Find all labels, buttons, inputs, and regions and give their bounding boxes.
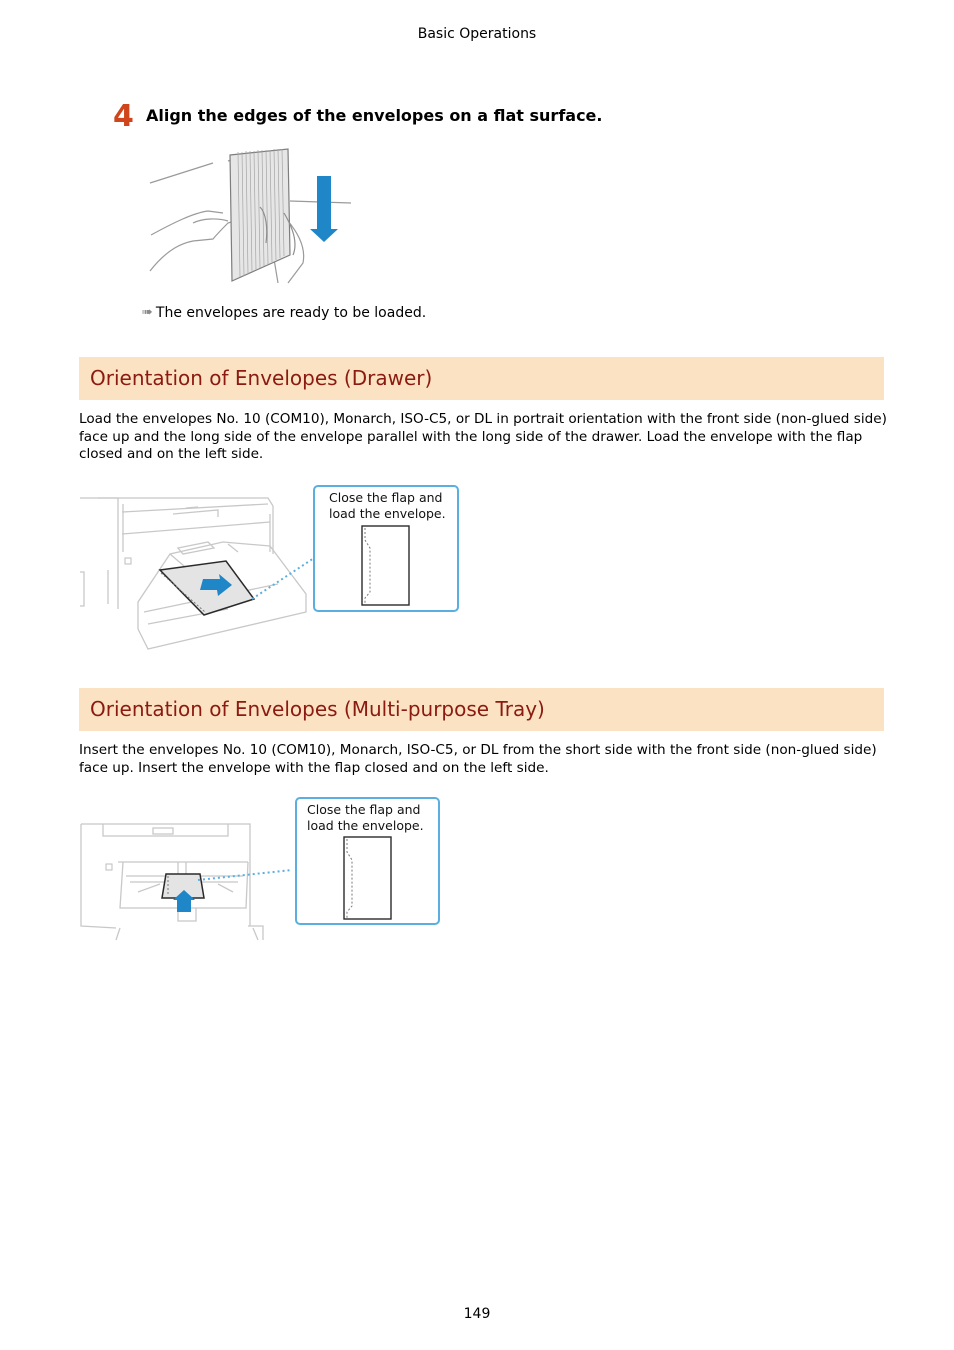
running-header: Basic Operations: [417, 26, 537, 42]
tray-section-body: Insert the envelopes No. 10 (COM10), Monarch, ISO-C5, or DL from the short side with the front side (non-glued side) face up. Insert the envelope with the flap closed and on the left side.: [79, 742, 877, 776]
result-arrow-icon: ➠: [142, 305, 153, 320]
result-text: The envelopes are ready to be loaded.: [155, 305, 427, 321]
tray-section-band: [79, 688, 884, 731]
drawer-section-band: [79, 357, 884, 400]
drawer-section-title: Orientation of Envelopes (Drawer): [90, 366, 433, 390]
align-envelopes-illustration: [148, 143, 358, 288]
tray-envelope-illustration: [78, 796, 442, 942]
step-instruction: Align the edges of the envelopes on a flat surface.: [146, 106, 603, 125]
step-result: [142, 304, 426, 322]
tray-callout-line2: load the envelope.: [307, 818, 424, 833]
tray-section-title: Orientation of Envelopes (Multi-purpose Tray): [90, 697, 545, 721]
drawer-envelope-illustration: [78, 484, 460, 656]
drawer-callout-line2: load the envelope.: [329, 506, 446, 521]
drawer-callout-line1: Close the flap and: [329, 490, 443, 505]
tray-callout-line1: Close the flap and: [307, 802, 421, 817]
page-number: 149: [463, 1306, 491, 1322]
drawer-section-body: Load the envelopes No. 10 (COM10), Monarch, ISO-C5, or DL in portrait orientation with the front side (non-glued side) face up and the long side of the envelope parallel with the long side of the drawer. Load the envelope with the flap closed and on the left side.: [79, 411, 887, 462]
step-number: 4: [113, 99, 134, 134]
